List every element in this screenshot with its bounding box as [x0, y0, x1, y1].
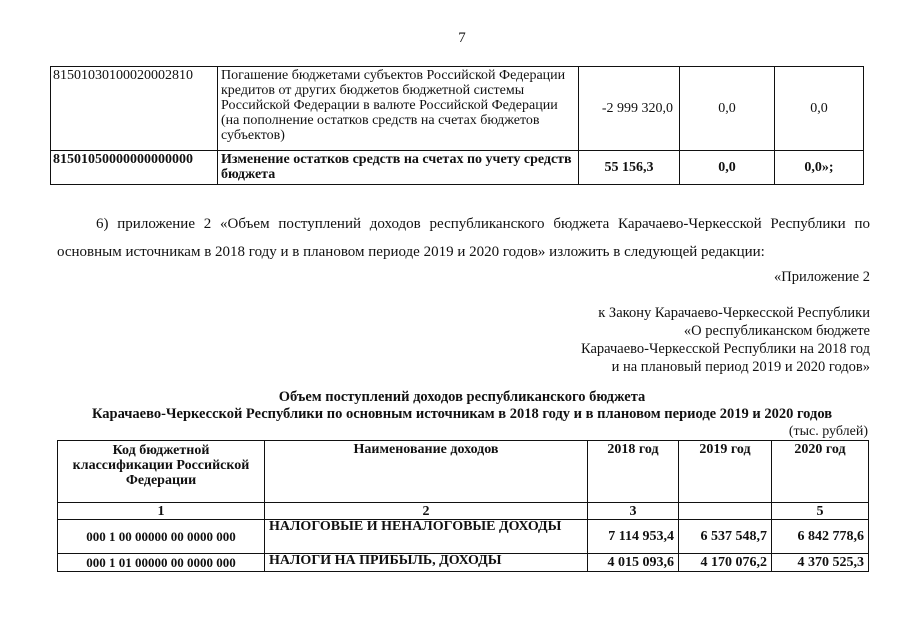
value-2018: -2 999 320,0	[579, 67, 680, 151]
index-3: 3	[588, 503, 679, 520]
table-row	[51, 151, 864, 185]
header-code: Код бюджетной классификации Российской Федерации	[58, 441, 265, 503]
header-row	[58, 441, 869, 503]
value-2018: 55 156,3	[579, 151, 680, 185]
table-title-line-1: Объем поступлений доходов республиканского бюджета	[278, 389, 646, 405]
index-1: 1	[58, 503, 265, 520]
table-row	[58, 554, 869, 572]
row-code: 000 1 00 00000 00 0000 000	[58, 520, 265, 554]
header-name: Наименование доходов	[265, 441, 588, 503]
index-2: 2	[265, 503, 588, 520]
header-2018: 2018 год	[588, 441, 679, 503]
index-5: 5	[772, 503, 869, 520]
value-2018: 7 114 953,4	[588, 520, 679, 554]
row-code: 81501030100020002810	[51, 67, 218, 151]
row-code: 000 1 01 00000 00 0000 000	[58, 554, 265, 572]
table-title-line-2: Карачаево-Черкесской Республики по основным источникам в 2018 году и в плановом периоде 2019 и 2020 годов	[91, 406, 833, 422]
value-2020: 4 370 525,3	[772, 554, 869, 572]
value-2020: 0,0»;	[775, 151, 864, 185]
value-2019: 0,0	[680, 67, 775, 151]
value-2019: 4 170 076,2	[679, 554, 772, 572]
row-name: Изменение остатков средств на счетах по учету средств бюджета	[218, 151, 579, 185]
appendix-line: «О республиканском бюджете	[683, 323, 870, 339]
index-4	[679, 503, 772, 520]
value-2019: 6 537 548,7	[679, 520, 772, 554]
appendix-line: к Закону Карачаево-Черкесской Республики	[598, 305, 870, 321]
page-number: 7	[458, 30, 466, 46]
row-code: 81501050000000000000	[51, 151, 218, 185]
index-row	[58, 503, 869, 520]
row-name: НАЛОГИ НА ПРИБЫЛЬ, ДОХОДЫ	[265, 554, 588, 572]
paragraph-line-2: основным источникам в 2018 году и в плановом периоде 2019 и 2020 годов» изложить в следующей редакции:	[57, 244, 765, 260]
appendix-line: и на плановый период 2019 и 2020 годов»	[611, 359, 870, 375]
income-table	[57, 440, 869, 572]
appendix-line: Карачаево-Черкесской Республики на 2018 год	[580, 341, 870, 357]
value-2018: 4 015 093,6	[588, 554, 679, 572]
sources-table	[50, 66, 864, 185]
row-name: Погашение бюджетами субъектов Российской Федерации кредитов от других бюджетов бюджетной системы Российской Федерации в валюте Российской Федерации (на пополнение остатков средств на счетах бюджетов субъектов)	[218, 67, 579, 151]
row-name: НАЛОГОВЫЕ И НЕНАЛОГОВЫЕ ДОХОДЫ	[265, 520, 588, 554]
value-2019: 0,0	[680, 151, 775, 185]
paragraph-line-1: 6) приложение 2 «Объем поступлений доходов республиканского бюджета Карачаево-Черкесской Республики по	[96, 216, 870, 232]
header-2019: 2019 год	[679, 441, 772, 503]
appendix-label: «Приложение 2	[774, 269, 870, 285]
value-2020: 6 842 778,6	[772, 520, 869, 554]
table-row	[51, 67, 864, 151]
table-row	[58, 520, 869, 554]
header-2020: 2020 год	[772, 441, 869, 503]
value-2020: 0,0	[775, 67, 864, 151]
units-label: (тыс. рублей)	[788, 424, 868, 439]
appendix-reference	[581, 304, 870, 376]
